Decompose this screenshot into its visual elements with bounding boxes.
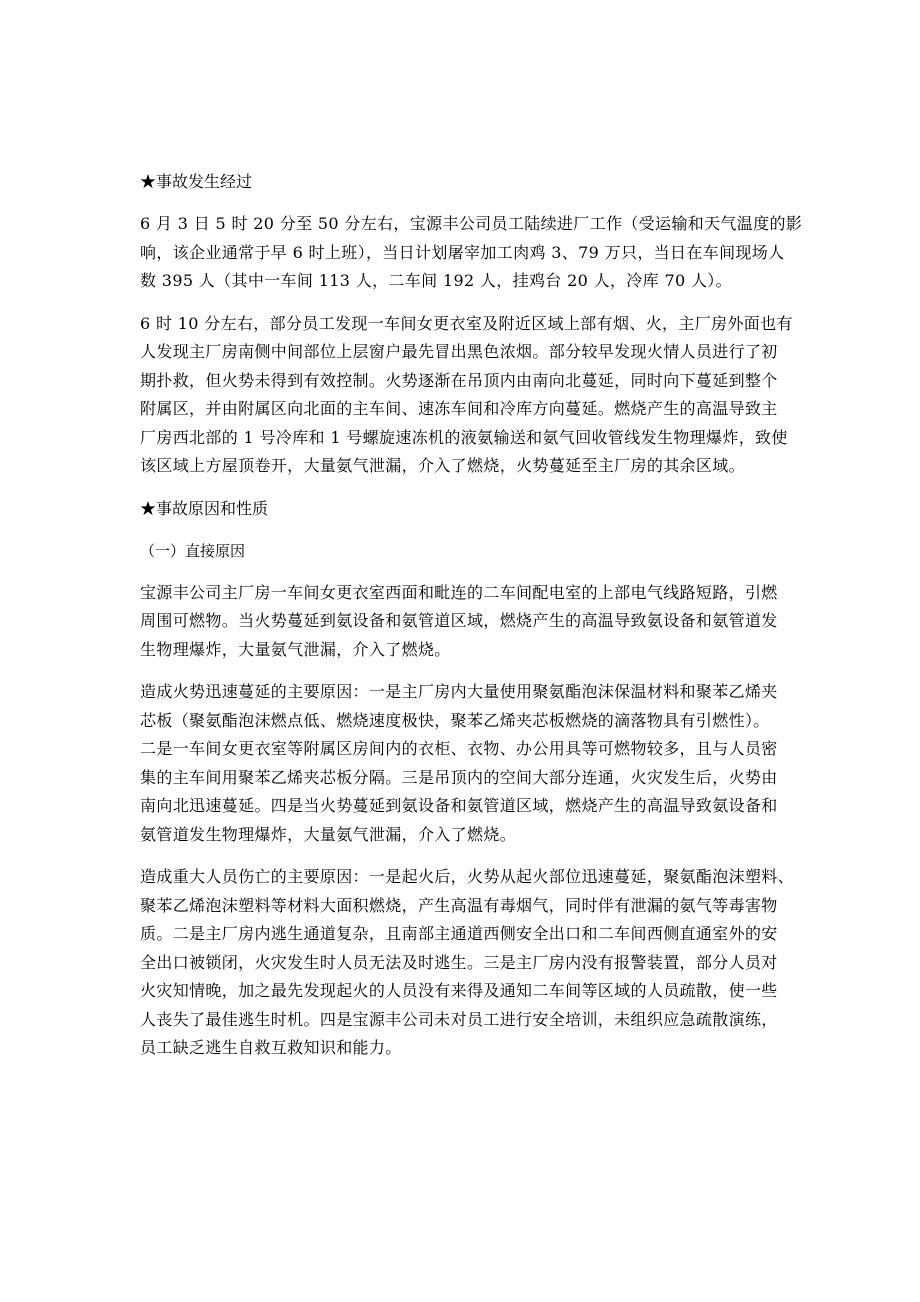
text-line: 质。二是主厂房内逃生通道复杂，且南部主通道西侧安全出口和二车间西侧直通室外的安 (140, 924, 778, 943)
paragraph-fire-spread (140, 310, 793, 481)
text-line: 人发现主厂房南侧中间部位上层窗户最先冒出黑色浓烟。部分较早发现火情人员进行了初 (140, 342, 778, 361)
paragraph-direct-cause (140, 579, 785, 665)
text-line: 宝源丰公司主厂房一车间女更衣室西面和毗连的二车间配电室的上部电气线路短路，引燃 (140, 582, 778, 602)
text-line: 附属区，并由附属区向北面的主车间、速冻车间和冷库方向蔓延。燃烧产生的高温导致主 (140, 399, 778, 418)
section-heading-accident-process: ★事故发生经过 (140, 172, 253, 191)
paragraph-rapid-spread-causes (140, 678, 785, 849)
section-heading-cause-nature: ★事故原因和性质 (140, 498, 269, 518)
text-line: 造成重大人员伤亡的主要原因：一是起火后，火势从起火部位迅速蔓延，聚氨酯泡沫塑料、 (140, 867, 795, 886)
text-line: 全出口被锁闭，火灾发生时人员无法及时逃生。三是主厂房内没有报警装置，部分人员对 (140, 952, 778, 972)
text-line: 火灾知情晚，加之最先发现起火的人员没有来得及通知二车间等区域的人员疏散，使一些 (140, 981, 778, 1000)
text-line: 员工缺乏逃生自救互救知识和能力。 (140, 1038, 402, 1057)
text-line: 生物理爆炸，大量氨气泄漏，介入了燃烧。 (140, 639, 451, 659)
text-line: 氨管道发生物理爆炸，大量氨气泄漏，介入了燃烧。 (140, 824, 517, 844)
text-line: 人丧失了最佳逃生时机。四是宝源丰公司未对员工进行安全培训，未组织应急疏散演练， (140, 1009, 778, 1029)
text-line: 6 时 10 分左右，部分员工发现一车间女更衣室及附近区域上部有烟、火，主厂房外面也有 (140, 313, 793, 333)
text-line: 周围可燃物。当火势蔓延到氨设备和氨管道区域，燃烧产生的高温导致氨设备和氨管道发 (140, 611, 778, 630)
text-line: 二是一车间女更衣室等附属区房间内的衣柜、衣物、办公用具等可燃物较多，且与人员密 (140, 739, 778, 758)
paragraph-timeline (140, 210, 803, 296)
text-line: 集的主车间用聚苯乙烯夹芯板分隔。三是吊顶内的空间大部分连通，火灾发生后，火势由 (140, 767, 778, 787)
text-line: 数 395 人（其中一车间 113 人，二车间 192 人，挂鸡台 20 人，冷库 70 人）。 (140, 271, 732, 290)
text-line: 该区域上方屋顶卷开，大量氨气泄漏，介入了燃烧，火势蔓延至主厂房的其余区域。 (140, 456, 745, 475)
paragraph-casualty-causes (140, 863, 795, 1063)
document-body (140, 168, 803, 1077)
subheading-direct-cause: （一）直接原因 (140, 541, 246, 560)
text-line: 厂房西北部的 1 号冷库和 1 号螺旋速冻机的液氨输送和氨气回收管线发生物理爆炸，致使 (140, 427, 788, 447)
text-line: 6 月 3 日 5 时 20 分至 50 分左右，宝源丰公司员工陆续进厂工作（受运输和天气温度的影 (140, 214, 803, 233)
text-line: 期扑救，但火势未得到有效控制。火势逐渐在吊顶内由南向北蔓延，同时向下蔓延到整个 (140, 370, 778, 390)
text-line: 南向北迅速蔓延。四是当火势蔓延到氨设备和氨管道区域，燃烧产生的高温导致氨设备和 (140, 796, 778, 815)
text-line: 芯板（聚氨酯泡沫燃点低、燃烧速度极快，聚苯乙烯夹芯板燃烧的滴落物具有引燃性）。 (140, 710, 770, 730)
text-line: 造成火势迅速蔓延的主要原因：一是主厂房内大量使用聚氨酯泡沫保温材料和聚苯乙烯夹 (140, 682, 778, 701)
text-line: 响，该企业通常于早 6 时上班），当日计划屠宰加工肉鸡 3、79 万只，当日在车间现场人 (140, 242, 785, 262)
text-line: 聚苯乙烯泡沫塑料等材料大面积燃烧，产生高温有毒烟气，同时伴有泄漏的氨气等毒害物 (140, 895, 778, 915)
